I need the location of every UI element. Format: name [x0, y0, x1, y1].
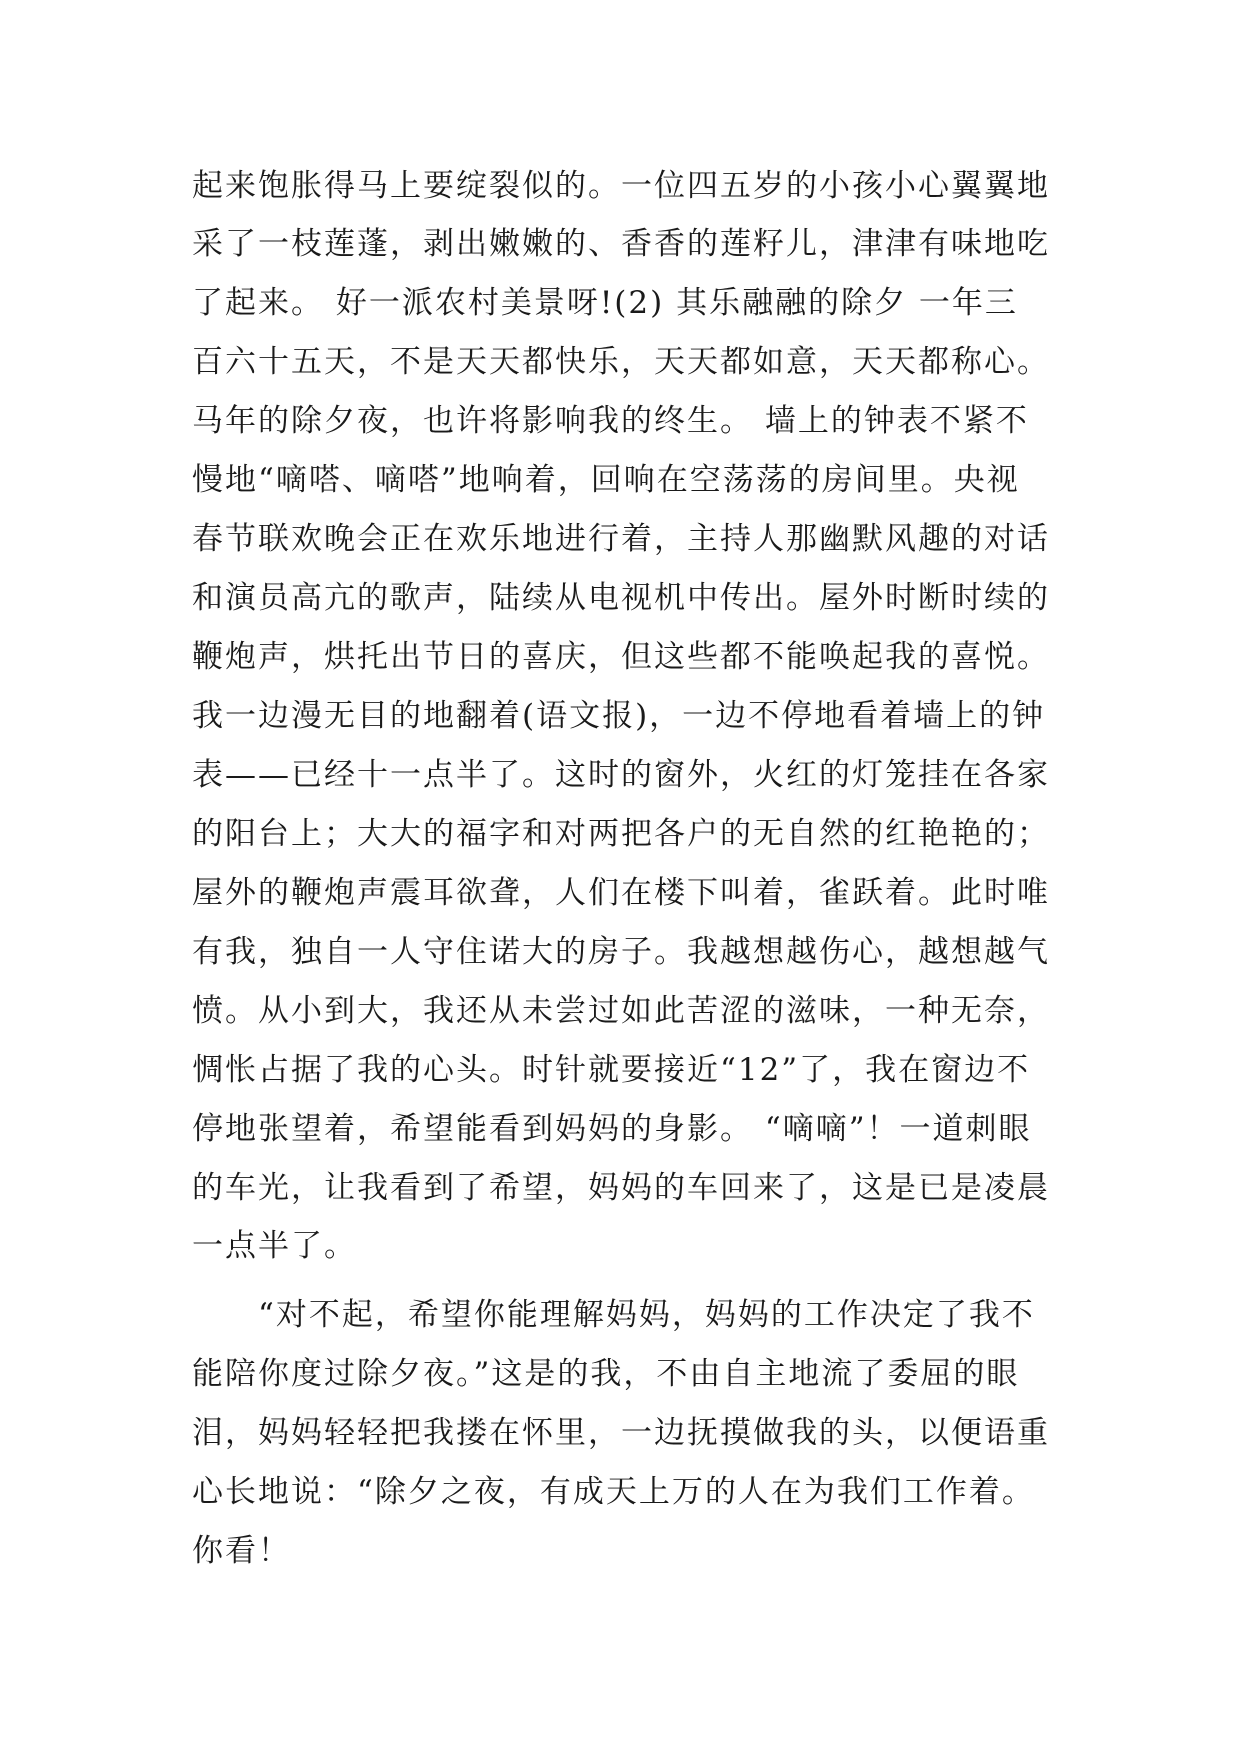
text-line: 一点半了。 — [192, 1228, 357, 1264]
text-line: 起来饱胀得马上要绽裂似的。一位四五岁的小孩小心翼翼地 — [192, 168, 1050, 204]
text-line: 有我，独自一人守住诺大的房子。我越想越伤心，越想越气 — [192, 934, 1050, 970]
text-line: 我一边漫无目的地翻着(语文报)，一边不停地看着墙上的钟 — [192, 698, 1046, 734]
text-line: 愤。从小到大，我还从未尝过如此苦涩的滋味，一种无奈， — [192, 993, 1050, 1029]
text-line: 采了一枝莲蓬，剥出嫩嫩的、香香的莲籽儿，津津有味地吃 — [192, 226, 1050, 262]
text-line: 表——已经十一点半了。这时的窗外，火红的灯笼挂在各家 — [192, 757, 1050, 793]
text-line: 春节联欢晚会正在欢乐地进行着，主持人那幽默风趣的对话 — [192, 521, 1050, 557]
text-line: 慢地“嘀嗒、嘀嗒”地响着，回响在空荡荡的房间里。央视 — [192, 462, 1020, 498]
text-line: 屋外的鞭炮声震耳欲聋，人们在楼下叫着，雀跃着。此时唯 — [192, 875, 1050, 911]
text-line: 鞭炮声，烘托出节日的喜庆，但这些都不能唤起我的喜悦。 — [192, 639, 1050, 675]
text-line: 泪，妈妈轻轻把我搂在怀里，一边抚摸做我的头，以便语重 — [192, 1415, 1050, 1451]
text-line: 马年的除夕夜，也许将影响我的终生。 墙上的钟表不紧不 — [192, 403, 1029, 439]
text-line: 能陪你度过除夕夜。”这是的我，不由自主地流了委屈的眼 — [192, 1356, 1020, 1392]
text-line: 惆怅占据了我的心头。时针就要接近“12”了，我在窗边不 — [192, 1052, 1031, 1088]
text-line: 你看！ — [192, 1533, 291, 1569]
text-line: 和演员高亢的歌声，陆续从电视机中传出。屋外时断时续的 — [192, 580, 1050, 616]
text-line: 的阳台上；大大的福字和对两把各户的无自然的红艳艳的； — [192, 816, 1050, 852]
text-line: 心长地说：“除夕之夜，有成天上万的人在为我们工作着。 — [192, 1474, 1035, 1510]
text-line: 了起来。 好一派农村美景呀!(2) 其乐融融的除夕 一年三 — [192, 285, 1018, 321]
text-line: 百六十五天，不是天天都快乐，天天都如意，天天都称心。 — [192, 344, 1050, 380]
text-line-indented: “对不起，希望你能理解妈妈，妈妈的工作决定了我不 — [258, 1297, 1035, 1333]
text-line: 的车光，让我看到了希望，妈妈的车回来了，这是已是凌晨 — [192, 1170, 1050, 1206]
text-line: 停地张望着，希望能看到妈妈的身影。 “嘀嘀”！一道刺眼 — [192, 1111, 1032, 1147]
